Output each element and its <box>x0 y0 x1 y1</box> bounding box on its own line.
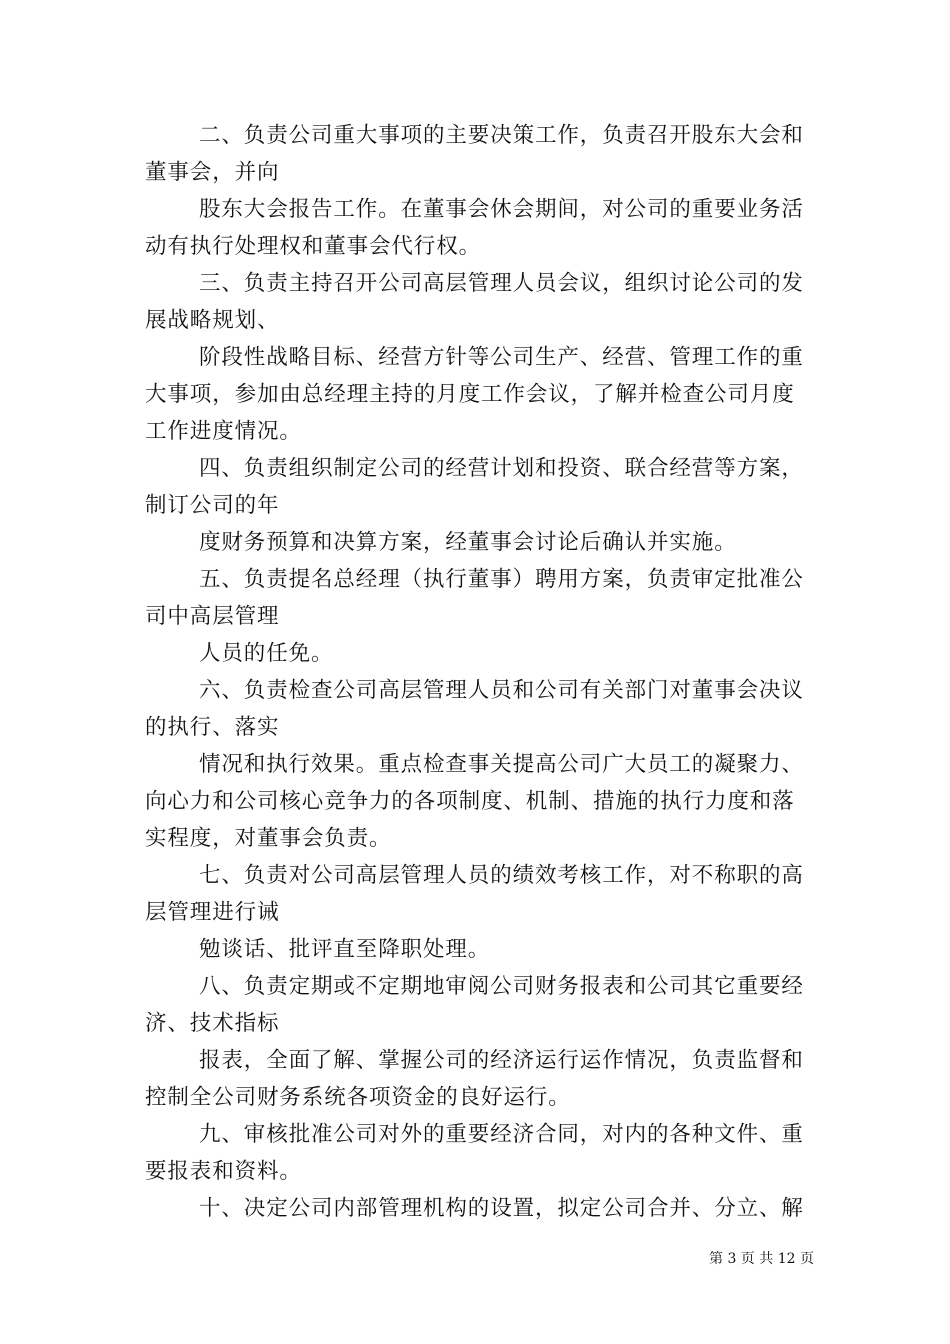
paragraph-line: 济、技术指标 <box>145 1011 280 1036</box>
paragraph-line: 勉谈话、批评直至降职处理。 <box>199 937 491 962</box>
paragraph-line: 向心力和公司核心竞争力的各项制度、机制、措施的执行力度和落 <box>145 789 795 814</box>
paragraph-line: 制订公司的年 <box>145 493 280 518</box>
paragraph-line: 工作进度情况。 <box>145 419 302 444</box>
paragraph-line: 层管理进行诫 <box>145 900 280 925</box>
paragraph-line: 动有执行处理权和董事会代行权。 <box>145 234 482 259</box>
paragraph-line: 要报表和资料。 <box>145 1159 302 1184</box>
paragraph-line: 八、负责定期或不定期地审阅公司财务报表和公司其它重要经 <box>199 974 804 999</box>
paragraph-line: 股东大会报告工作。在董事会休会期间，对公司的重要业务活 <box>199 197 804 222</box>
paragraph-line: 七、负责对公司高层管理人员的绩效考核工作，对不称职的高 <box>199 863 804 888</box>
paragraph-line: 九、审核批准公司对外的重要经济合同，对内的各种文件、重 <box>199 1122 804 1147</box>
paragraph-line: 展战略规划、 <box>145 308 280 333</box>
paragraph-line: 情况和执行效果。重点检查事关提高公司广大员工的凝聚力、 <box>199 752 804 777</box>
paragraph-line: 实程度，对董事会负责。 <box>145 826 392 851</box>
paragraph-line: 阶段性战略目标、经营方针等公司生产、经营、管理工作的重 <box>199 345 804 370</box>
paragraph-line: 三、负责主持召开公司高层管理人员会议，组织讨论公司的发 <box>199 271 804 296</box>
page-number-footer: 第 3 页 共 12 页 <box>709 1251 814 1267</box>
paragraph-line: 董事会，并向 <box>145 160 280 185</box>
paragraph-line: 大事项，参加由总经理主持的月度工作会议，了解并检查公司月度 <box>145 382 795 407</box>
paragraph-line: 的执行、落实 <box>145 715 280 740</box>
paragraph-line: 二、负责公司重大事项的主要决策工作，负责召开股东大会和 <box>199 123 804 148</box>
paragraph-line: 四、负责组织制定公司的经营计划和投资、联合经营等方案， <box>199 456 804 481</box>
paragraph-line: 六、负责检查公司高层管理人员和公司有关部门对董事会决议 <box>199 678 804 703</box>
paragraph-line: 报表，全面了解、掌握公司的经济运行运作情况，负责监督和 <box>199 1048 804 1073</box>
paragraph-line: 人员的任免。 <box>199 641 334 666</box>
paragraph-line: 十、决定公司内部管理机构的设置，拟定公司合并、分立、解 <box>199 1196 804 1221</box>
paragraph-line: 度财务预算和决算方案，经董事会讨论后确认并实施。 <box>199 530 737 555</box>
document-body <box>145 117 815 1227</box>
paragraph-line: 控制全公司财务系统各项资金的良好运行。 <box>145 1085 571 1110</box>
paragraph-line: 司中高层管理 <box>145 604 280 629</box>
paragraph-line: 五、负责提名总经理（执行董事）聘用方案，负责审定批准公 <box>199 567 804 592</box>
